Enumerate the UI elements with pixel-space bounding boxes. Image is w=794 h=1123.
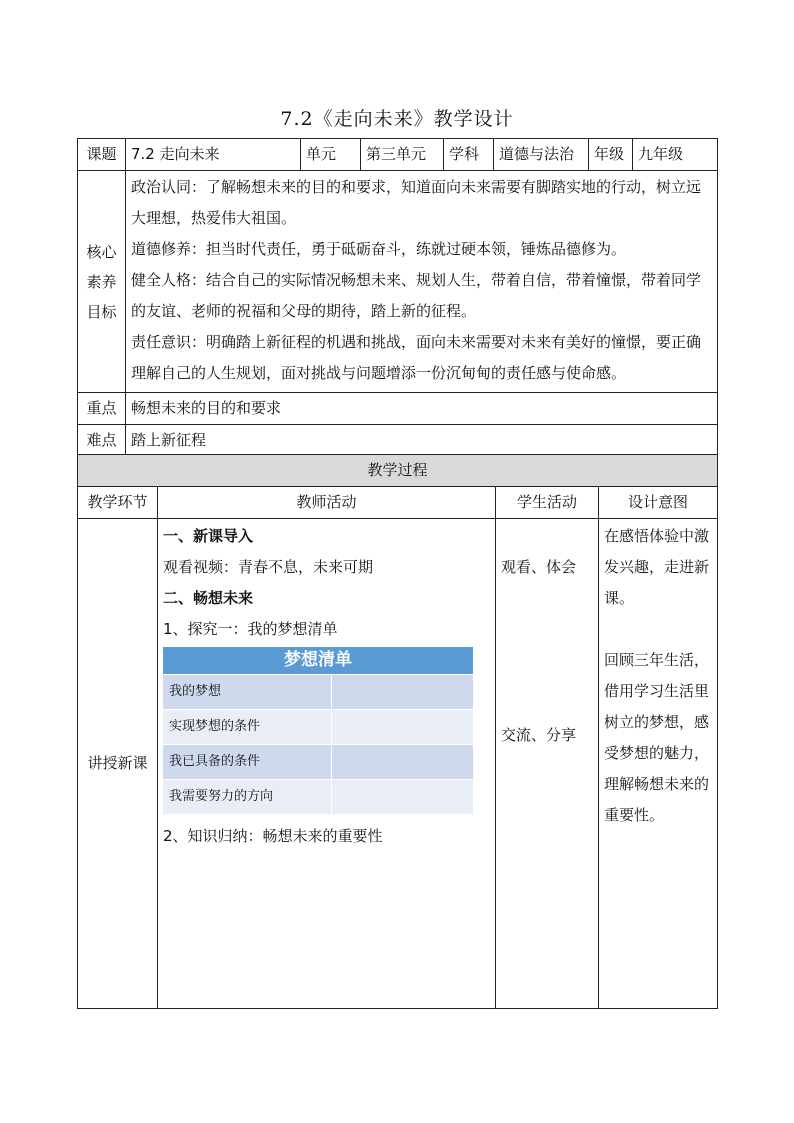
core-goals	[126, 171, 718, 393]
lesson-info-table	[77, 138, 718, 457]
grade-label: 年级	[589, 139, 633, 171]
col-student: 学生活动	[496, 487, 599, 519]
video-line: 观看视频：青春不息，未来可期	[163, 558, 374, 576]
grade-value: 九年级	[633, 139, 718, 171]
teaching-process-table	[77, 454, 718, 1009]
dream-row-blank[interactable]	[332, 675, 474, 710]
section-intro: 一、新课导入	[163, 527, 254, 545]
knowledge-summary: 2、知识归纳：畅想未来的重要性	[163, 827, 383, 845]
key-point-value: 畅想未来的目的和要求	[126, 393, 718, 425]
dream-row-label: 实现梦想的条件	[163, 710, 332, 745]
goals-label: 核心 素养 目标	[78, 171, 126, 393]
col-teacher: 教师活动	[158, 487, 496, 519]
subject-label: 学科	[444, 139, 494, 171]
section-future: 二、畅想未来	[163, 589, 254, 607]
student-activity-share: 交流、分享	[501, 726, 577, 744]
topic-label: 课题	[78, 139, 126, 171]
topic-value: 7.2 走向未来	[126, 139, 301, 171]
dream-row-blank[interactable]	[332, 710, 474, 745]
unit-label: 单元	[301, 139, 361, 171]
dream-row-blank[interactable]	[332, 780, 474, 815]
design-intent-1: 在感悟体验中激发兴趣，走进新课。	[604, 527, 710, 607]
dream-row-label: 我已具备的条件	[163, 745, 332, 780]
col-stage: 教学环节	[78, 487, 158, 519]
teacher-activity	[158, 519, 496, 1009]
student-activity-watch: 观看、体会	[501, 558, 577, 576]
design-intent-2: 回顾三年生活，借用学习生活里树立的梦想，感受梦想的魅力，理解畅想未来的重要性。	[604, 651, 710, 824]
goal-political: 政治认同：了解畅想未来的目的和要求，知道面向未来需要有脚踏实地的行动，树立远大理想，热爱伟大祖国。	[131, 178, 702, 227]
process-header: 教学过程	[78, 455, 718, 487]
goal-responsibility: 责任意识：明确踏上新征程的机遇和挑战，面向未来需要对未来有美好的憧憬，要正确理解自己的人生规划，面对挑战与问题增添一份沉甸甸的责任感与使命感。	[131, 333, 702, 382]
difficulty-label: 难点	[78, 425, 126, 457]
unit-value: 第三单元	[361, 139, 444, 171]
design-intent	[599, 519, 718, 1009]
difficulty-value: 踏上新征程	[126, 425, 718, 457]
explore-one: 1、探究一：我的梦想清单	[163, 620, 338, 638]
key-point-label: 重点	[78, 393, 126, 425]
document-title: 7.2《走向未来》教学设计	[280, 108, 514, 130]
dream-list-table	[163, 647, 473, 815]
dream-row-label: 我需要努力的方向	[163, 780, 332, 815]
goal-moral: 道德修养：担当时代责任，勇于砥砺奋斗，练就过硬本领，锤炼品德修为。	[131, 240, 627, 258]
goal-personality: 健全人格：结合自己的实际情况畅想未来、规划人生，带着自信，带着憧憬，带着同学的友谊、老师的祝福和父母的期待，踏上新的征程。	[131, 271, 702, 320]
subject-value: 道德与法治	[494, 139, 589, 171]
dream-row-label: 我的梦想	[163, 675, 332, 710]
student-activity	[496, 519, 599, 1009]
dream-row-blank[interactable]	[332, 745, 474, 780]
col-design: 设计意图	[599, 487, 718, 519]
stage-cell: 讲授新课	[78, 519, 158, 1009]
dream-list-title: 梦想清单	[163, 647, 473, 675]
